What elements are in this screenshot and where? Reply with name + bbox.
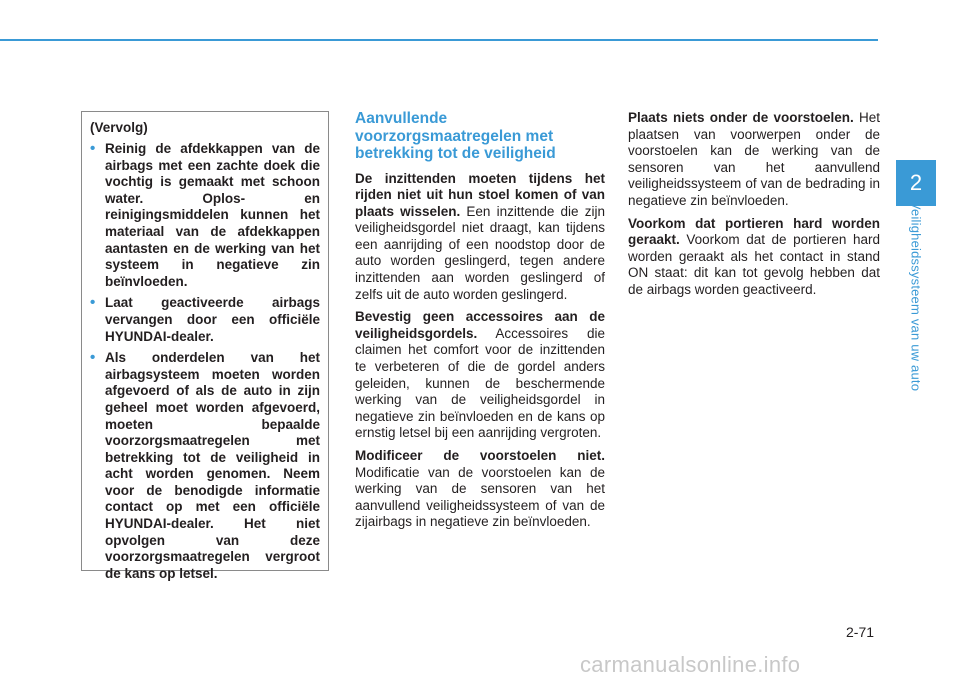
paragraph <box>628 110 880 210</box>
paragraph-lead: De inzittenden moeten tijdens het rijden niet uit hun stoel komen of van plaats wisselen. <box>355 170 605 219</box>
page-number: 2-71 <box>846 624 875 640</box>
section-title: Aanvullende voorzorgsmaatregelen met betrekking tot de veiligheid <box>355 110 556 162</box>
paragraph <box>355 448 605 531</box>
paragraph-lead: Bevestig geen accessoires aan de veiligheidsgordels. <box>355 309 605 341</box>
paragraph-lead: Plaats niets onder de voorstoelen. <box>628 110 854 125</box>
paragraph-text: Het plaatsen van voorwerpen onder de voorstoelen kan de werking van de sensoren van het aanvullend veiligheidssysteem of van de bedrading in negatieve zin beïnvloeden. <box>628 110 880 208</box>
paragraph <box>355 171 605 304</box>
paragraph-text: Voorkom dat de portieren hard worden geraakt als het contact in stand ON staat: dit kan tot gevolg hebben dat de airbags worden geactiveerd. <box>628 232 880 297</box>
paragraph-lead: Voorkom dat portieren hard worden geraakt. <box>628 215 880 248</box>
paragraph-text: Accessoires die claimen het comfort voor de inzittenden te verbeteren of die de gordel anders geleiden, kunnen de beschermende werking van de veiligheidsgordel in negatieve zin beïnvloeden en de kans op ernstig letsel bij een aanrijding vergroten. <box>355 325 605 441</box>
notice-bullet: • Als onderdelen van het airbagsysteem moeten worden afgevoerd of als de auto in zijn geheel moet worden afgevoerd, moeten bepaalde voorzorgsmaatregelen met betrekking tot de veiligheid in acht worden genomen. Neem voor de benodigde informatie contact op met een officiële HYUNDAI-dealer. Het niet opvolgen van deze voorzorgsmaatregelen vergroot de kans op letsel. <box>90 350 320 582</box>
paragraph-text: Modificatie van de voorstoelen kan de werking van de sensoren van het aanvullend veiligheidssysteem of van de zijairbags in negatieve zin beïnvloeden. <box>355 464 605 530</box>
main-column <box>355 110 605 537</box>
watermark: carmanualsonline.info <box>580 652 801 677</box>
chapter-title: Veiligheidssysteem van uw auto <box>908 200 924 392</box>
paragraph <box>355 309 605 442</box>
paragraph <box>628 216 880 299</box>
header-rule <box>0 39 878 41</box>
notice-bullet: • Reinig de afdekkappen van de airbags met een zachte doek die vochtig is gemaakt met schoon water. Oplos- en reinigingsmiddelen kunnen het materiaal van de afdekkappen aantasten en de werking van het systeem in negatieve zin beïnvloeden. <box>90 141 320 290</box>
notice-bullet: • Laat geactiveerde airbags vervangen door een officiële HYUNDAI-dealer. <box>90 295 320 345</box>
notice-box <box>81 111 329 581</box>
paragraph-text: Een inzittende die zijn veiligheidsgordel niet draagt, kan tijdens een aanrijding of een noodstop door de auto worden geslingerd, tegen andere inzittenden aan worden geslingerd of zelfs uit de auto worden geslingerd. <box>355 203 605 302</box>
notice-heading: (Vervolg) <box>90 120 148 135</box>
chapter-tab <box>896 160 936 206</box>
right-column <box>628 110 880 305</box>
chapter-number: 2 <box>909 170 923 195</box>
paragraph-lead: Modificeer de voorstoelen niet. <box>355 448 605 463</box>
